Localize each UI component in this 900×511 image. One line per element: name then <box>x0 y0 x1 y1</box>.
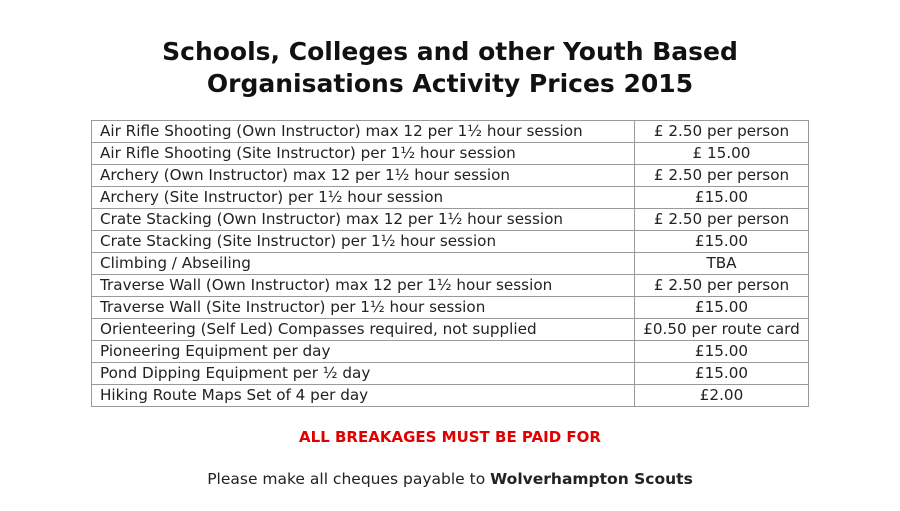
price-cell: £2.00 <box>635 385 809 407</box>
price-cell: £15.00 <box>635 187 809 209</box>
activity-cell: Archery (Own Instructor) max 12 per 1½ hour session <box>92 165 635 187</box>
breakages-notice: ALL BREAKAGES MUST BE PAID FOR <box>299 428 601 446</box>
activity-cell: Crate Stacking (Own Instructor) max 12 per 1½ hour session <box>92 209 635 231</box>
activity-cell: Orienteering (Self Led) Compasses required, not supplied <box>92 319 635 341</box>
table-row <box>92 231 809 253</box>
price-table-body <box>92 121 809 407</box>
title-line-2: Organisations Activity Prices 2015 <box>206 69 694 98</box>
activity-cell: Climbing / Abseiling <box>92 253 635 275</box>
price-cell: £ 2.50 per person <box>635 165 809 187</box>
activity-cell: Traverse Wall (Site Instructor) per 1½ hour session <box>92 297 635 319</box>
price-cell: £15.00 <box>635 363 809 385</box>
payment-payee: Wolverhampton Scouts <box>490 470 693 488</box>
price-cell: £ 15.00 <box>635 143 809 165</box>
activity-cell: Pioneering Equipment per day <box>92 341 635 363</box>
table-row <box>92 253 809 275</box>
table-row <box>92 385 809 407</box>
payment-prefix: Please make all cheques payable to <box>207 470 486 488</box>
price-cell: £ 2.50 per person <box>635 275 809 297</box>
activity-cell: Traverse Wall (Own Instructor) max 12 per 1½ hour session <box>92 275 635 297</box>
price-cell: £ 2.50 per person <box>635 121 809 143</box>
activity-cell: Archery (Site Instructor) per 1½ hour session <box>92 187 635 209</box>
price-cell: £ 2.50 per person <box>635 209 809 231</box>
activity-cell: Pond Dipping Equipment per ½ day <box>92 363 635 385</box>
table-row <box>92 209 809 231</box>
activity-cell: Hiking Route Maps Set of 4 per day <box>92 385 635 407</box>
table-row <box>92 121 809 143</box>
page-title <box>0 36 900 100</box>
price-cell: TBA <box>635 253 809 275</box>
table-row <box>92 363 809 385</box>
table-row <box>92 275 809 297</box>
activity-cell: Crate Stacking (Site Instructor) per 1½ hour session <box>92 231 635 253</box>
title-line-1: Schools, Colleges and other Youth Based <box>162 37 738 66</box>
payment-note <box>0 470 900 488</box>
table-row <box>92 319 809 341</box>
price-cell: £0.50 per route card <box>635 319 809 341</box>
activity-cell: Air Rifle Shooting (Own Instructor) max 12 per 1½ hour session <box>92 121 635 143</box>
price-cell: £15.00 <box>635 297 809 319</box>
table-row <box>92 165 809 187</box>
price-cell: £15.00 <box>635 341 809 363</box>
table-row <box>92 143 809 165</box>
price-cell: £15.00 <box>635 231 809 253</box>
activity-cell: Air Rifle Shooting (Site Instructor) per 1½ hour session <box>92 143 635 165</box>
table-row <box>92 187 809 209</box>
table-row <box>92 297 809 319</box>
price-table <box>91 120 809 407</box>
table-row <box>92 341 809 363</box>
